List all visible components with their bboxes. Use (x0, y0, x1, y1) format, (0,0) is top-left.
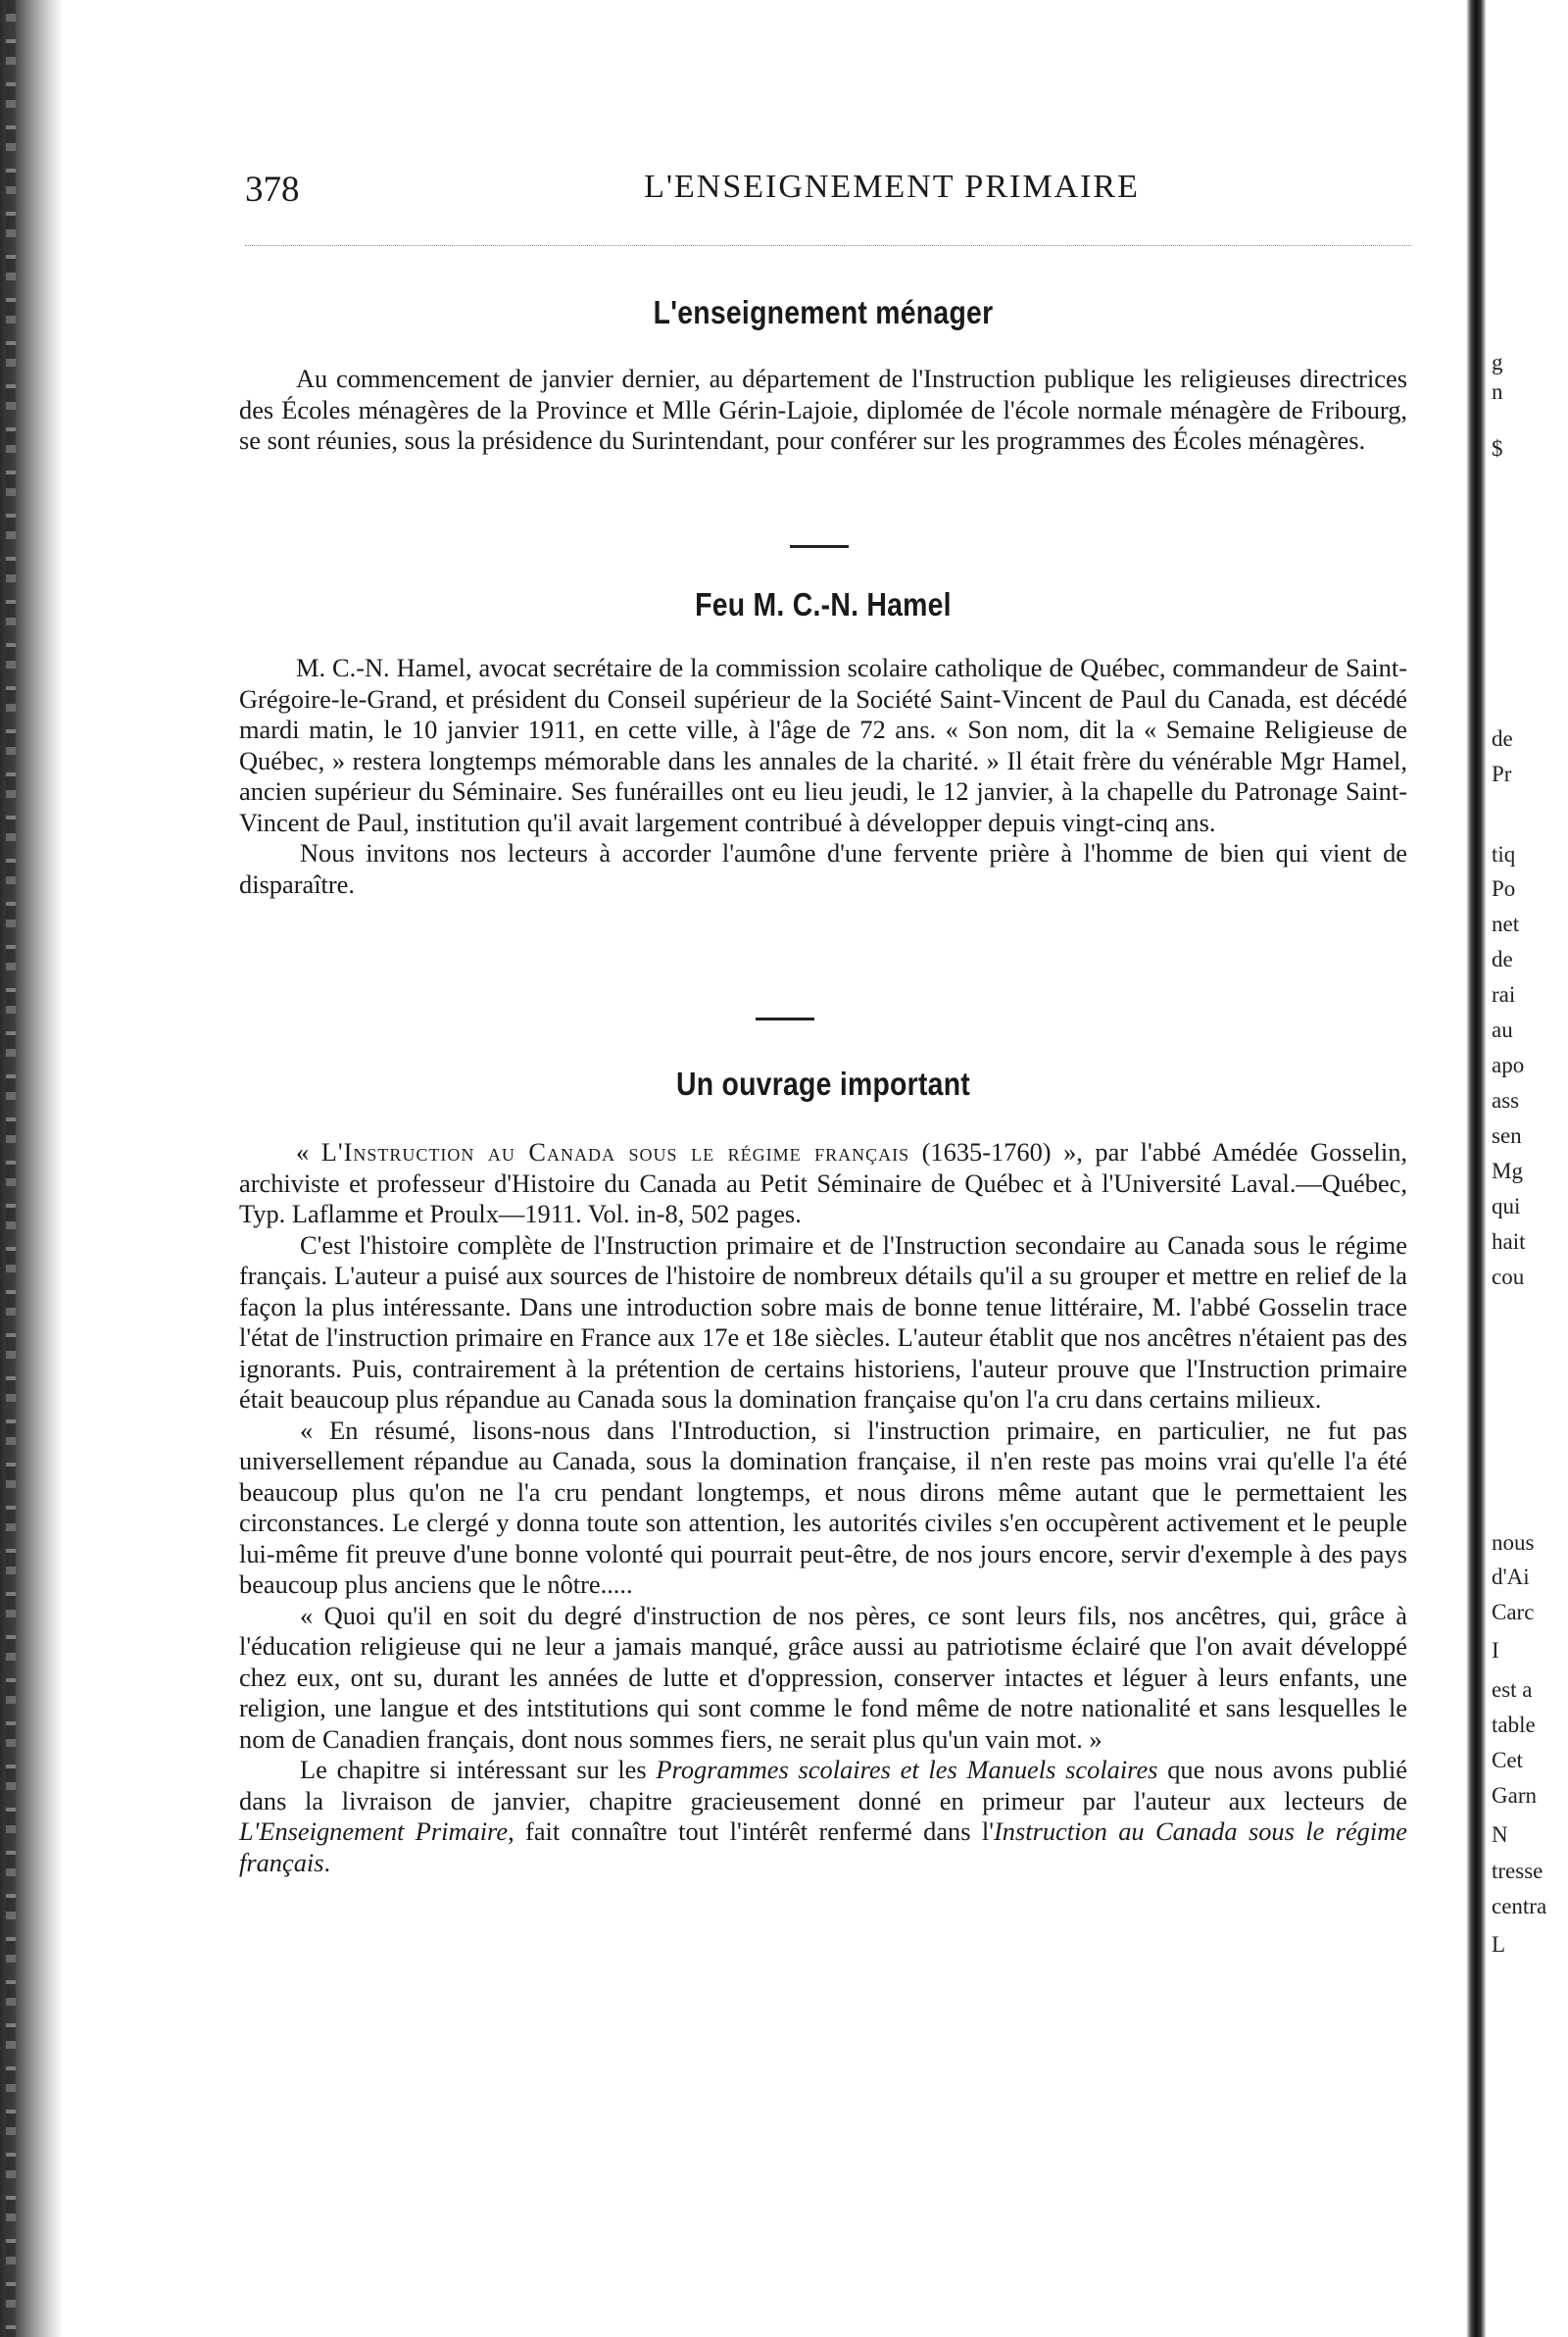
neighbor-fragment: rai (1492, 982, 1516, 1007)
section-feu-hamel (239, 586, 1407, 623)
paragraph: « Quoi qu'il en soit du degré d'instruction de nos pères, ce sont leurs fils, nos ancêtres, qui, grâce à l'éducation religieuse qui ne leur a jamais manqué, grâce aussi au patriotisme éclairé que l'on avait développé chez eux, ont su, durant les années de lutte et d'oppression, conserver intactes et léguer à leurs enfants, une religion, une langue et des intstitutions qui sont comme le fond même de notre nationalité et sans lesquelles le nom de Canadien français, dont nous sommes fiers, ne serait plus qu'un vain mot. » (239, 1600, 1407, 1754)
text-run: , fait connaître tout l'intérêt renfermé dans l' (508, 1816, 994, 1846)
neighbor-fragment: qui (1492, 1194, 1521, 1218)
text-run: . (323, 1847, 331, 1877)
paragraph: Au commencement de janvier dernier, au département de l'Instruction publique les religieuses directrices des Écoles ménagères de la Province et Mlle Gérin-Lajoie, diplomée de l'école normale ménagère de Fribourg, se sont réunies, sous la présidence du Surintendant, pour conférer sur les programmes des Écoles ménagères. (239, 364, 1407, 455)
neighbor-fragment: $ (1492, 436, 1503, 461)
neighbor-fragment: ass (1492, 1088, 1520, 1113)
neighbor-fragment: Mg (1492, 1159, 1523, 1183)
neighbor-fragment: Carc (1492, 1600, 1535, 1624)
italic-title: Programmes scolaires et les Manuels scolaires (656, 1755, 1158, 1784)
neighbor-fragment: au (1492, 1018, 1513, 1042)
section-enseignement-menager-body (239, 364, 1407, 457)
header-rule (245, 245, 1411, 246)
paragraph: Nous invitons nos lecteurs à accorder l'aumône d'une fervente prière à l'homme de bien qui vient de disparaître. (239, 838, 1407, 899)
neighbor-fragment: Po (1492, 876, 1516, 901)
neighbor-fragment: cou (1492, 1265, 1525, 1289)
neighbor-fragment: tresse (1492, 1859, 1544, 1883)
neighbor-fragment: nous (1492, 1530, 1535, 1555)
section-feu-hamel-body (239, 653, 1407, 900)
neighbor-fragment: sen (1492, 1123, 1522, 1148)
section-divider (756, 1018, 814, 1020)
neighbor-fragment: g (1492, 350, 1503, 374)
neighbor-fragment: de (1492, 947, 1513, 971)
section-ouvrage-important (239, 1066, 1407, 1103)
neighbor-fragment: net (1492, 912, 1520, 936)
citation-details: (1635-1760) », par l'abbé Amédée Gosselin, archiviste et professeur d'Histoire du Canada au Petit Séminaire de Québec et à l'Université Laval.—Québec, Typ. Laflamme et Proulx—1911. Vol. in-8, 502 pages. (239, 1137, 1407, 1228)
section-divider (790, 545, 849, 548)
book-citation (239, 1137, 1407, 1230)
running-head (245, 169, 1411, 208)
italic-title: L'Enseignement Primaire (239, 1816, 509, 1846)
page-number: 378 (245, 170, 300, 210)
neighbor-fragment: Pr (1492, 762, 1512, 786)
section-ouvrage-important-body (239, 1137, 1407, 1878)
paragraph: C'est l'histoire complète de l'Instruction primaire et de l'Instruction secondaire au Canada sous le régime français. L'auteur a puisé aux sources de l'histoire de nombreux détails qu'il a su grouper et mettre en relief de la façon la plus intéressante. Dans une introduction sobre mais de bonne tenue littéraire, M. l'abbé Gosselin trace l'état de l'instruction primaire en France aux 17e et 18e siècles. L'auteur établit que nos ancêtres n'étaient pas des ignorants. Puis, contrairement à la prétention de certains historiens, l'auteur prouve que l'Instruction primaire était beaucoup plus répandue au Canada sous la domination française qu'on l'a cru dans certains milieux. (239, 1229, 1407, 1414)
paragraph: M. C.-N. Hamel, avocat secrétaire de la commission scolaire catholique de Québec, commandeur de Saint-Grégoire-le-Grand, et président du Conseil supérieur de la Société Saint-Vincent de Paul du Canada, est décédé mardi matin, le 10 janvier 1911, en cette ville, à l'âge de 72 ans. « Son nom, dit la « Semaine Religieuse de Québec, » restera longtemps mémorable dans les annales de la charité. » Il était frère du vénérable Mgr Hamel, ancien supérieur du Séminaire. Ses funérailles ont eu lieu jeudi, le 12 janvier, à la chapelle du Patronage Saint-Vincent de Paul, institution qu'il avait largement contribué à développer depuis vingt-cinq ans. (239, 653, 1407, 837)
neighbor-fragment: L (1492, 1932, 1506, 1957)
neighbor-fragment: d'Ai (1492, 1565, 1530, 1589)
neighbor-fragment: de (1492, 726, 1513, 751)
closing-paragraph (239, 1755, 1407, 1878)
section-enseignement-menager (239, 294, 1407, 331)
neighbor-fragment: N (1492, 1822, 1508, 1847)
page-gutter (1466, 0, 1486, 2337)
section-heading: L'enseignement ménager (653, 294, 994, 330)
neighbor-fragment: est a (1492, 1677, 1533, 1702)
neighbor-fragment: centra (1492, 1894, 1547, 1918)
section-heading: Un ouvrage important (675, 1066, 971, 1102)
neighbor-page-edge (1486, 0, 1568, 2337)
paragraph: « En résumé, lisons-nous dans l'Introduction, si l'instruction primaire, en particulier, ne fut pas universellement répandue au Canada, sous la domination française, il n'en reste pas moins vrai qu'elle l'a été beaucoup plus qu'on ne l'a cru pendant longtemps, et nous dirons même autant que le permettaient les circonstances. Le clergé y donna toute son attention, les autorités civiles s'en occupèrent activement et le peuple lui-même fit preuve d'une bonne volonté qui pourrait peut-être, de nos jours encore, servir d'exemple à des pays beaucoup plus anciens que le nôtre..... (239, 1415, 1407, 1599)
neighbor-fragment: hait (1492, 1229, 1526, 1254)
neighbor-fragment: tiq (1492, 842, 1516, 867)
neighbor-fragment: n (1492, 379, 1503, 404)
running-title: L'ENSEIGNEMENT PRIMAIRE (644, 169, 1140, 205)
neighbor-fragment: Cet (1492, 1748, 1523, 1772)
citation-title: L'Instruction au Canada sous le régime français (320, 1137, 910, 1167)
neighbor-fragment: table (1492, 1713, 1536, 1737)
neighbor-fragment: Garn (1492, 1783, 1537, 1808)
italic-title: Instruction au Canada sous le régime français (239, 1816, 1407, 1877)
section-heading: Feu M. C.-N. Hamel (695, 586, 952, 622)
text-run: Le chapitre si intéressant sur les (300, 1755, 657, 1784)
text-run: que nous avons publié dans la livraison de janvier, chapitre gracieusement donné en primeur par l'auteur aux lecteurs de (239, 1755, 1407, 1815)
neighbor-fragment: I (1492, 1638, 1499, 1663)
neighbor-fragment: apo (1492, 1053, 1525, 1077)
citation-open-quote: « (296, 1137, 321, 1167)
